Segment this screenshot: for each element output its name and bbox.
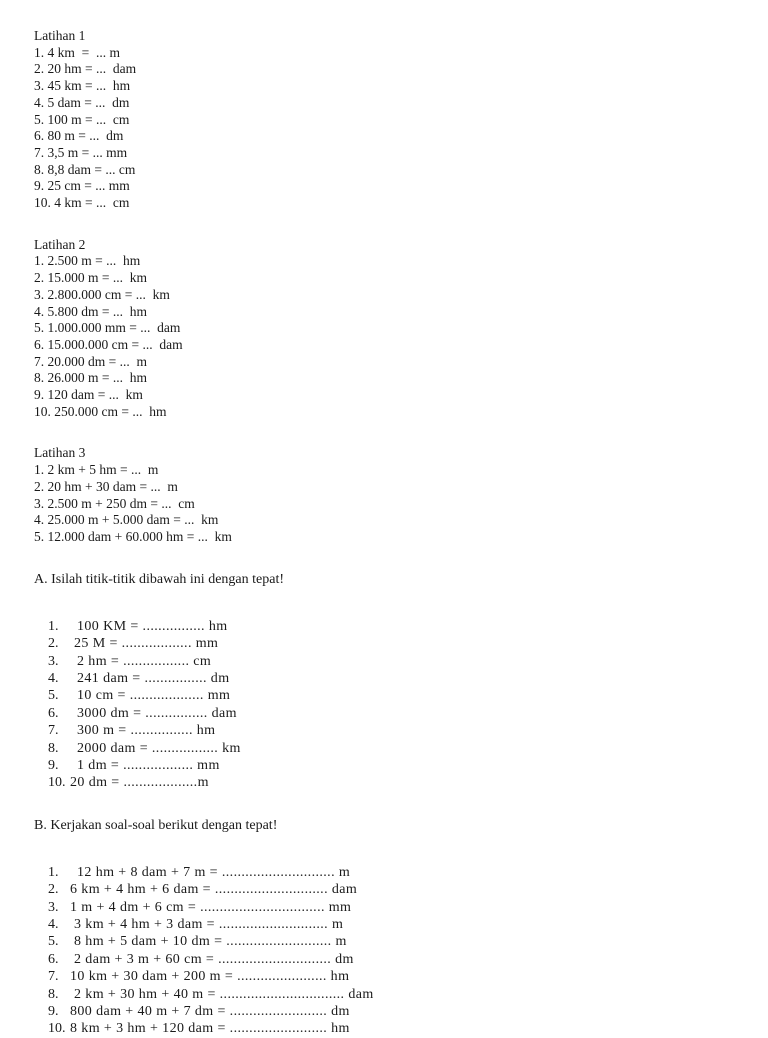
list-item [48,757,768,774]
list-item: 4. 5.800 dm = ... hm [34,303,147,319]
list-item: 2. 20 hm + 30 dam = ... m [34,478,178,494]
list-item [48,722,768,739]
item-text: 2 dam + 3 m + 60 cm = ............................. dm [74,951,354,967]
item-number: 1. [48,864,59,880]
item-text: 2 km + 30 hm + 40 m = ................................ dam [74,986,374,1002]
list-item [48,687,768,704]
list-item [48,881,768,898]
list-item [48,968,768,985]
section-a-heading: A. Isilah titik-titik dibawah ini dengan tepat! [34,571,284,587]
list-item: 3. 2.800.000 cm = ... km [34,286,170,302]
section-a-block [34,571,768,792]
spacer [34,834,768,864]
item-text: 2000 dam = ................. km [77,740,241,756]
list-item: 6. 80 m = ... dm [34,128,124,144]
item-text: 800 dam + 40 m + 7 dm = ......................... dm [70,1004,350,1019]
item-number: 4. [48,670,59,686]
list-item: 3. 2.500 m + 250 dm = ... cm [34,495,195,511]
spacer [34,546,768,571]
spacer [34,420,768,445]
item-number: 3. [48,899,59,915]
item-text: 3 km + 4 hm + 3 dam = ............................ m [74,916,344,932]
item-text: 2 hm = ................. cm [77,653,212,669]
item-number: 9. [48,1004,59,1019]
list-item [48,705,768,722]
list-item: 5. 100 m = ... cm [34,111,130,127]
item-number: 8. [48,740,59,756]
list-item [48,986,768,1003]
latihan-3-heading: Latihan 3 [34,445,86,461]
list-item: 1. 2 km + 5 hm = ... m [34,462,159,478]
latihan-1-block [34,28,768,212]
item-text: 3000 dm = ................ dam [77,705,237,721]
list-item [48,1003,768,1020]
latihan-2-list [34,253,768,420]
section-b-block [34,817,768,1038]
list-item: 9. 25 cm = ... mm [34,178,130,194]
item-number: 2. [48,882,59,898]
latihan-3-block [34,445,768,545]
list-item [48,864,768,881]
list-item: 8. 26.000 m = ... hm [34,370,147,386]
item-text: 100 KM = ................ hm [77,618,228,634]
item-number: 7. [48,723,59,739]
list-item: 3. 45 km = ... hm [34,78,131,94]
item-number: 4. [48,916,59,932]
list-item: 8. 8,8 dam = ... cm [34,161,136,177]
list-item [48,933,768,950]
item-number: 1. [48,618,59,634]
item-text: 8 km + 3 hm + 120 dam = ......................... hm [70,1021,350,1037]
item-text: 1 m + 4 dm + 6 cm = ................................ mm [70,899,352,915]
item-number: 10. [48,1021,66,1037]
list-item: 6. 15.000.000 cm = ... dam [34,336,183,352]
item-number: 10. [48,775,66,791]
list-item: 5. 12.000 dam + 60.000 hm = ... km [34,528,232,544]
list-item: 10. 250.000 cm = ... hm [34,403,167,419]
list-item: 7. 20.000 dm = ... m [34,353,147,369]
list-item: 1. 2.500 m = ... hm [34,253,141,269]
section-a-list [34,618,768,792]
list-item: 5. 1.000.000 mm = ... dam [34,320,181,336]
list-item [48,774,768,791]
item-text: 12 hm + 8 dam + 7 m = ............................. m [77,864,351,880]
list-item: 1. 4 km = ... m [34,44,120,60]
item-text: 10 cm = ................... mm [77,688,231,704]
section-b-heading: B. Kerjakan soal-soal berikut dengan tepat! [34,817,278,833]
list-item: 2. 15.000 m = ... km [34,270,147,286]
item-number: 8. [48,986,59,1002]
section-b-list [34,864,768,1038]
spacer [34,792,768,817]
list-item [48,899,768,916]
item-text: 20 dm = ...................m [70,775,209,791]
latihan-2-block [34,237,768,421]
list-item [48,1020,768,1037]
latihan-3-list [34,462,768,546]
item-number: 3. [48,653,59,669]
latihan-1-list [34,45,768,212]
list-item: 7. 3,5 m = ... mm [34,144,128,160]
list-item: 9. 120 dam = ... km [34,387,143,403]
item-number: 5. [48,688,59,704]
list-item [48,653,768,670]
list-item: 2. 20 hm = ... dam [34,61,137,77]
spacer [34,588,768,618]
list-item: 10. 4 km = ... cm [34,195,130,211]
item-text: 1 dm = .................. mm [77,757,220,773]
item-text: 300 m = ................ hm [77,723,216,739]
item-text: 8 hm + 5 dam + 10 dm = ........................... m [74,934,347,950]
item-text: 25 M = .................. mm [74,636,219,652]
list-item [48,618,768,635]
list-item [48,635,768,652]
list-item [48,740,768,757]
item-text: 241 dam = ................ dm [77,670,230,686]
item-text: 6 km + 4 hm + 6 dam = ............................. dam [70,882,358,898]
latihan-1-heading: Latihan 1 [34,28,86,43]
item-number: 6. [48,951,59,967]
spacer [34,212,768,237]
list-item: 4. 5 dam = ... dm [34,94,130,110]
item-number: 9. [48,757,59,773]
list-item [48,670,768,687]
item-number: 6. [48,705,59,721]
latihan-2-heading: Latihan 2 [34,236,86,252]
list-item [48,916,768,933]
list-item: 4. 25.000 m + 5.000 dam = ... km [34,512,219,528]
item-text: 10 km + 30 dam + 200 m = ....................... hm [70,969,350,985]
item-number: 5. [48,934,59,950]
list-item [48,951,768,968]
item-number: 7. [48,969,59,985]
item-number: 2. [48,636,59,652]
